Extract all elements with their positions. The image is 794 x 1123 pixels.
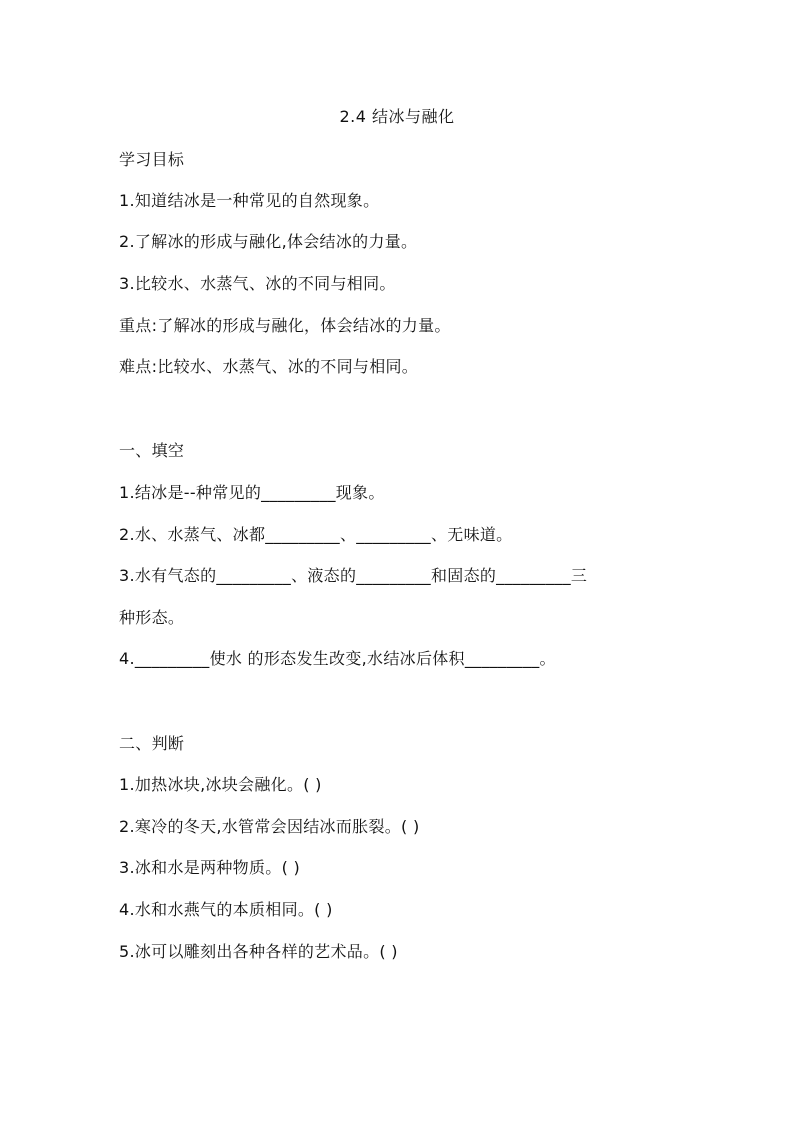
fill-blank-item: 1.结冰是--种常见的_________现象。 (119, 483, 385, 502)
objective-item: 1.知道结冰是一种常见的自然现象。 (119, 191, 380, 210)
objectives-heading: 学习目标 (119, 150, 185, 169)
judge-item: 4.水和水燕气的本质相同。( ) (119, 900, 333, 919)
judge-item: 3.冰和水是两种物质。( ) (119, 858, 301, 877)
judge-item: 2.寒冷的冬天,水管常会因结冰而胀裂。( ) (119, 817, 420, 836)
fill-blank-item: 3.水有气态的_________、液态的_________和固态的_________三 (119, 566, 588, 585)
objective-item: 2.了解冰的形成与融化,体会结冰的力量。 (119, 232, 418, 251)
judge-item: 5.冰可以雕刻出各种各样的艺术品。( ) (119, 942, 398, 961)
fill-blank-item: 4._________使水 的形态发生改变,水结冰后体积_________。 (119, 649, 556, 668)
fill-blank-item: 2.水、水蒸气、冰都_________、_________、无味道。 (119, 525, 513, 544)
fill-blank-item: 种形态。 (119, 608, 185, 627)
fill-blank-heading: 一、填空 (119, 441, 185, 460)
judge-item: 1.加热冰块,冰块会融化。( ) (119, 775, 322, 794)
judge-heading: 二、判断 (119, 734, 185, 753)
document-title: 2.4 结冰与融化 (339, 107, 455, 126)
objective-item: 3.比较水、水蒸气、冰的不同与相同。 (119, 274, 396, 293)
difficulty-point: 难点:比较水、水蒸气、冰的不同与相同。 (119, 357, 419, 376)
key-point: 重点:了解冰的形成与融化，体会结冰的力量。 (119, 316, 451, 335)
